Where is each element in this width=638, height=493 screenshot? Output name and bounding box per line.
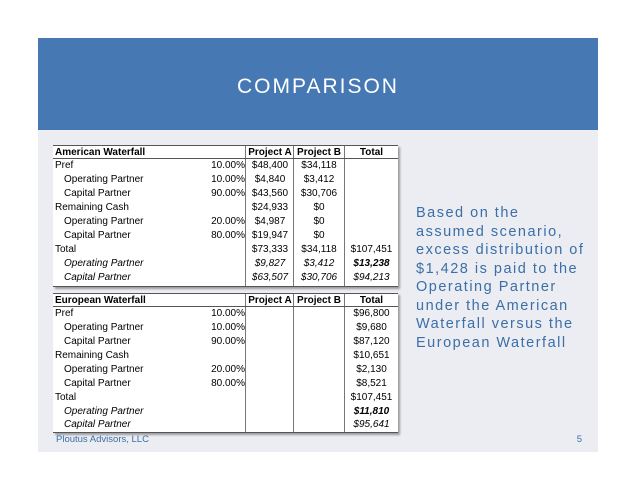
table-row	[53, 173, 398, 186]
row-label: Operating Partner	[64, 322, 144, 333]
row-total: $10,651	[353, 350, 390, 361]
row-total: $107,451	[350, 392, 393, 403]
row-label: Total	[55, 392, 77, 403]
row-project-b: $0	[313, 230, 325, 241]
row-pct: 20.00%	[211, 216, 245, 227]
table-row	[53, 215, 398, 228]
row-project-b: $30,706	[300, 188, 338, 199]
table-row	[53, 349, 398, 362]
row-project-a: $24,933	[251, 202, 289, 213]
row-label: Operating Partner	[64, 364, 144, 375]
table-header-row	[53, 294, 398, 307]
row-label: Operating Partner	[64, 174, 144, 185]
row-project-a: $4,840	[254, 174, 286, 185]
header-project-a: Project A	[248, 295, 292, 306]
row-label: Operating Partner	[64, 216, 144, 227]
row-label: Operating Partner	[64, 258, 144, 269]
table-row	[53, 229, 398, 242]
row-total: $107,451	[350, 244, 393, 255]
row-total: $2,130	[356, 364, 387, 375]
row-project-a: $4,987	[254, 216, 286, 227]
row-total: $95,641	[353, 419, 390, 430]
row-label: Pref	[55, 160, 74, 171]
row-label: Capital Partner	[64, 419, 131, 430]
header-project-b: Project B	[297, 295, 341, 306]
row-project-b: $0	[313, 216, 325, 227]
row-label: Capital Partner	[64, 272, 131, 283]
table-row	[53, 187, 398, 200]
table-row	[53, 321, 398, 334]
row-pct: 10.00%	[211, 160, 245, 171]
row-label: Operating Partner	[64, 406, 144, 417]
row-total: $9,680	[356, 322, 387, 333]
header-table-name: European Waterfall	[55, 295, 146, 306]
title-banner	[38, 38, 598, 130]
row-label: Capital Partner	[64, 336, 131, 347]
row-project-a: $19,947	[251, 230, 289, 241]
footer-company: Ploutus Advisors, LLC	[56, 434, 149, 445]
row-pct: 90.00%	[211, 336, 245, 347]
row-total: $96,800	[353, 308, 390, 319]
row-label: Capital Partner	[64, 230, 131, 241]
row-label: Pref	[55, 308, 74, 319]
header-project-b: Project B	[297, 147, 341, 158]
row-pct: 90.00%	[211, 188, 245, 199]
table-header-row	[53, 146, 398, 159]
table-row	[53, 391, 398, 404]
table-row	[53, 159, 398, 172]
summary-text: Based on the assumed scenario, excess distribution of $1,428 is paid to the Operating Partner under the American Waterfall versus the European Waterfall	[416, 205, 585, 351]
row-project-b: $3,412	[303, 258, 335, 269]
page-number: 5	[576, 434, 582, 445]
row-total: $94,213	[353, 272, 390, 283]
row-project-a: $63,507	[251, 272, 289, 283]
row-label: Remaining Cash	[55, 202, 129, 213]
header-project-a: Project A	[248, 147, 292, 158]
row-pct: 20.00%	[211, 364, 245, 375]
table-row	[53, 363, 398, 376]
row-project-b: $30,706	[300, 272, 338, 283]
header-total: Total	[359, 147, 384, 158]
row-total: $87,120	[353, 336, 390, 347]
table-row	[53, 307, 398, 320]
table-row	[53, 201, 398, 214]
row-pct: 10.00%	[211, 322, 245, 333]
row-project-a: $43,560	[251, 188, 289, 199]
table-row	[53, 335, 398, 348]
row-project-a: $48,400	[251, 160, 289, 171]
row-project-b: $0	[313, 202, 325, 213]
row-project-b: $34,118	[301, 160, 337, 171]
table-row	[53, 405, 398, 418]
row-project-a: $9,827	[254, 258, 286, 269]
row-label: Capital Partner	[64, 378, 131, 389]
row-total: $8,521	[356, 378, 387, 389]
american-waterfall-table	[53, 145, 398, 287]
row-total: $13,238	[353, 258, 390, 269]
table-row	[53, 271, 398, 284]
row-total: $11,810	[353, 406, 390, 417]
table-row	[53, 257, 398, 270]
table-row	[53, 418, 398, 431]
row-pct: 80.00%	[211, 378, 245, 389]
row-label: Capital Partner	[64, 188, 131, 199]
table-row	[53, 377, 398, 390]
table-row	[53, 243, 398, 256]
row-label: Total	[55, 244, 77, 255]
row-project-b: $34,118	[301, 244, 337, 255]
row-pct: 80.00%	[211, 230, 245, 241]
row-project-b: $3,412	[303, 174, 335, 185]
european-waterfall-table	[53, 293, 398, 433]
header-total: Total	[359, 295, 384, 306]
row-project-a: $73,333	[251, 244, 289, 255]
slide	[38, 38, 598, 452]
row-label: Remaining Cash	[55, 350, 129, 361]
slide-title: COMPARISON	[237, 75, 399, 98]
header-table-name: American Waterfall	[55, 147, 146, 158]
row-pct: 10.00%	[211, 174, 245, 185]
row-pct: 10.00%	[211, 308, 245, 319]
